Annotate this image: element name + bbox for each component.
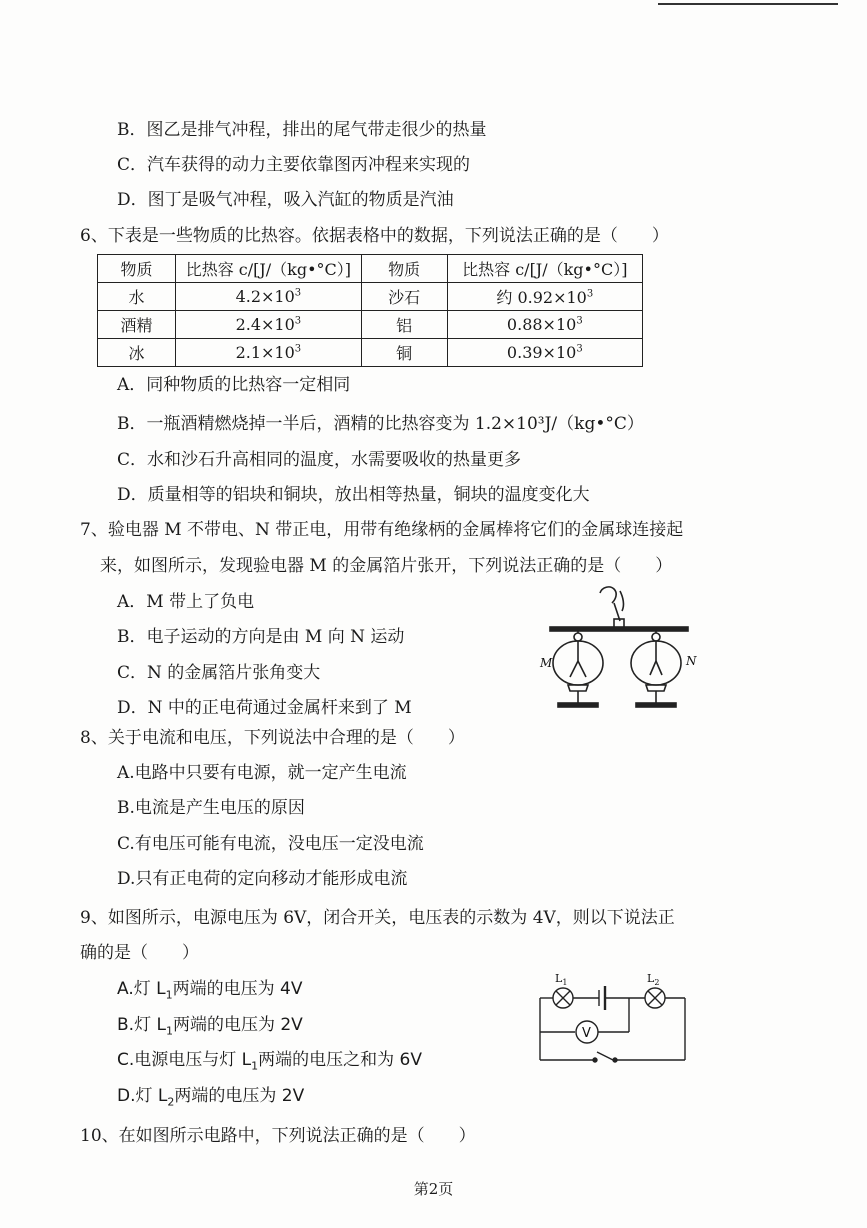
q8-option-b: B.电流是产生电压的原因 [117,798,305,818]
table-cell-value: $0.88\times 10^3$ [447,311,642,339]
q8-option-c: C.有电压可能有电流，没电压一定没电流 [117,834,424,854]
q7-option-b: B．电子运动的方向是由 M 向 N 运动 [117,627,405,647]
q8-option-d: D.只有正电荷的定向移动才能形成电流 [117,869,408,889]
table-row [98,339,643,367]
table-header-row [98,255,643,283]
table-cell-value: $0.39\times 10^3$ [447,339,642,367]
q7-stem-line1: 7、验电器 M 不带电、N 带正电，用带有绝缘柄的金属棒将它们的金属球连接起 [80,520,684,540]
q9-option-c: C.电源电压与灯 $L_1$两端的电压之和为 6V [117,1050,423,1073]
table-row [98,311,643,339]
q5-option-d: D．图丁是吸气冲程，吸入汽缸的物质是汽油 [117,190,454,210]
q6-option-b: B．一瓶酒精燃烧掉一半后，酒精的比热容变为 1.2×10³J/（kg•°C） [117,414,644,434]
circuit-figure [535,970,690,1065]
table-cell-material: 铝 [361,311,447,339]
q6-stem: 6、下表是一些物质的比热容。依据表格中的数据，下列说法正确的是（ ） [80,226,669,246]
q7-option-a: A．M 带上了负电 [117,592,255,612]
table-cell-material: 铜 [361,339,447,367]
electroscope-m-label: M [540,656,553,670]
table-cell-value: $4.2\times 10^3$ [176,283,362,311]
q9-stem-line2: 确的是（ ） [80,943,199,963]
table-cell-material: 沙石 [361,283,447,311]
table-cell-material: 水 [98,283,176,311]
q6-option-c: C．水和沙石升高相同的温度，水需要吸收的热量更多 [117,450,522,470]
table-cell-value: $2.1\times 10^3$ [176,339,362,367]
q10-stem: 10、在如图所示电路中，下列说法正确的是（ ） [80,1126,476,1146]
specific-heat-table [97,254,643,367]
electroscope-figure [530,585,700,710]
table-header-cell: 物质 [98,255,176,283]
top-rule [658,3,838,5]
q5-option-b: B．图乙是排气冲程，排出的尾气带走很少的热量 [117,120,487,140]
q6-option-a: A．同种物质的比热容一定相同 [117,375,351,395]
lamp-l2-label: $L_2$ [647,972,660,987]
q9-stem-line1: 9、如图所示，电源电压为 6V，闭合开关，电压表的示数为 4V，则以下说法正 [80,908,675,928]
table-cell-material: 酒精 [98,311,176,339]
table-header-cell: 比热容 c/[J/（kg•°C）] [447,255,642,283]
q7-option-c: C．N 的金属箔片张角变大 [117,663,321,683]
lamp-l1-label: $L_1$ [555,972,568,987]
table-cell-material: 冰 [98,339,176,367]
q7-stem-line2: 来，如图所示，发现验电器 M 的金属箔片张开，下列说法正确的是（ ） [100,556,673,576]
q7-option-d: D．N 中的正电荷通过金属杆来到了 M [117,698,412,718]
q9-option-b: B.灯 $L_1$两端的电压为 2V [117,1015,303,1038]
table-cell-value: $2.4\times 10^3$ [176,311,362,339]
table-header-cell: 物质 [361,255,447,283]
table-cell-value: 约 $0.92\times 10^3$ [447,283,642,311]
electroscope-n-label: N [686,654,697,668]
q5-option-c: C．汽车获得的动力主要依靠图丙冲程来实现的 [117,155,471,175]
q9-option-a: A.灯 $L_1$两端的电压为 4V [117,979,303,1002]
voltmeter-label: V [582,1026,591,1041]
q8-stem: 8、关于电流和电压，下列说法中合理的是（ ） [80,728,465,748]
q8-option-a: A.电路中只要有电源，就一定产生电流 [117,763,407,783]
table-row [98,283,643,311]
q9-option-d: D.灯 $L_2$两端的电压为 2V [117,1086,305,1109]
page-number: 第2页 [413,1180,454,1198]
table-header-cell: 比热容 c/[J/（kg•°C）] [176,255,362,283]
q6-option-d: D．质量相等的铝块和铜块，放出相等热量，铜块的温度变化大 [117,485,590,505]
